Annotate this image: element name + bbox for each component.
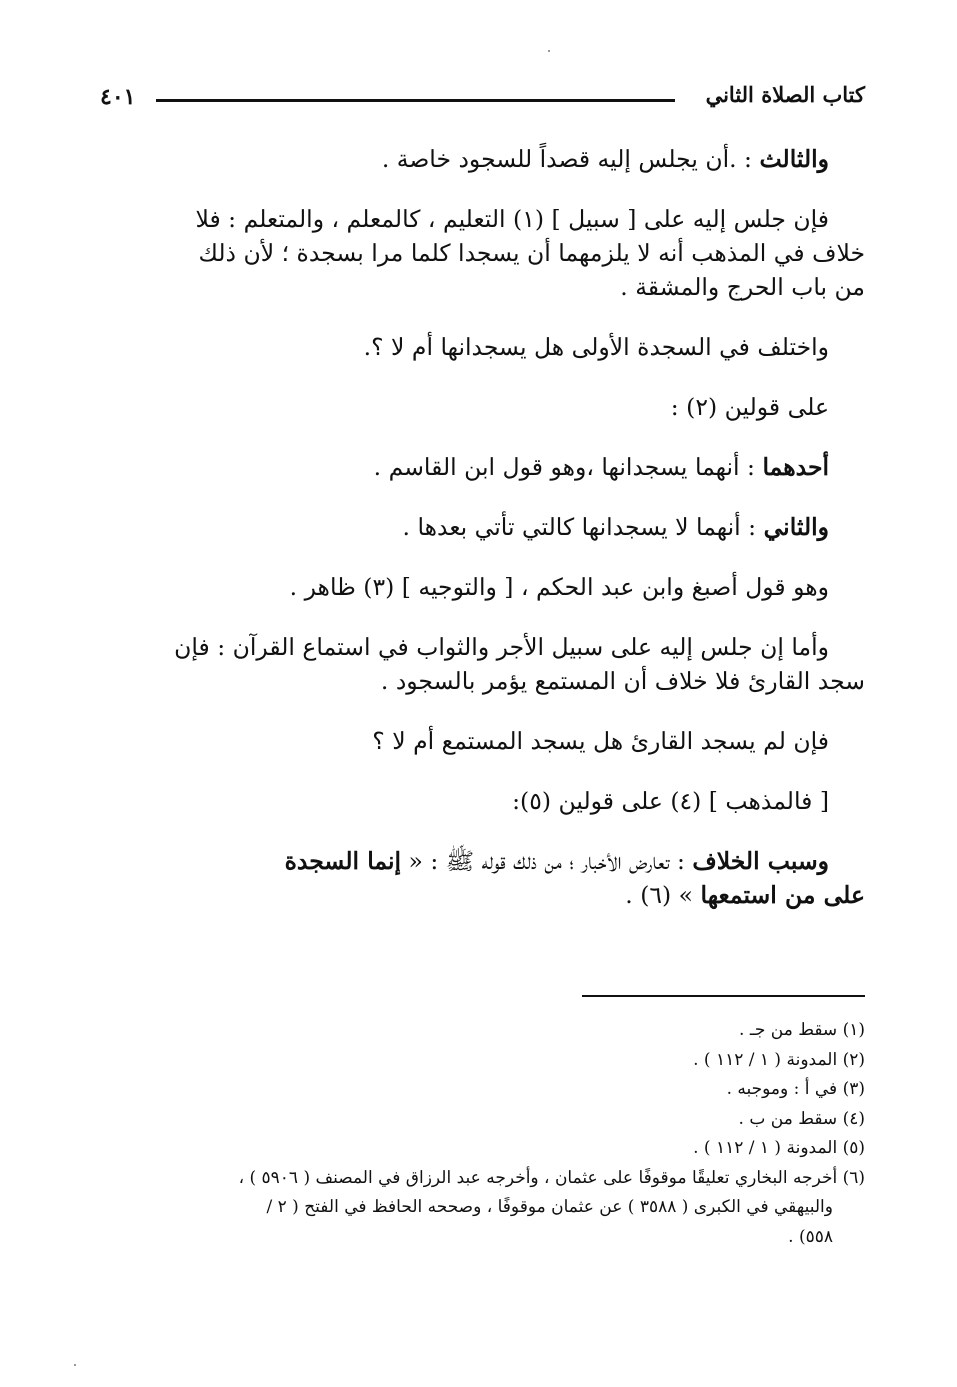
header-rule [156,99,675,102]
paragraph-text: : .أن يجلس إليه قصداً للسجود خاصة . [381,145,752,173]
footnote-line: والبيهقي في الكبرى ( ٣٥٨٨ ) عن عثمان موقوفًا ، وصححه الحافظ في الفتح ( ٢ / [266,1197,833,1217]
hadith-quote: إنما السجدة [284,847,402,875]
paragraph-text: : أنهما يسجدانها ،وهو قول ابن القاسم . [373,453,755,481]
paragraph-lead: وسبب الخلاف [692,847,829,875]
paragraph-lead: والثاني [763,513,829,541]
paragraph-lead: أحدهما [762,453,829,481]
paragraph-text: : تعارض الأخبار ؛ من ذلك قوله ﷺ : « [408,847,685,875]
text-line: فإن جلس إليه على [ سبيل ] (١) التعليم ، كالمعلم ، والمتعلم : فلا [195,205,829,233]
running-title: كتاب الصلاة الثاني [705,82,865,107]
footnote-rule [582,995,865,997]
main-text [100,142,865,912]
paragraph-teaching [100,202,865,304]
scan-speck [548,50,550,52]
paragraph-text: » (٦) . [625,881,694,909]
paragraph-two-opinions: على قولين (٢) : [670,393,829,421]
footnote-6 [100,1164,865,1253]
footnote-line: (٦) أخرجه البخاري تعليقًا موقوفًا على عثمان ، وأخرجه عبد الرزاق في المصنف ( ٥٩٠٦ ) ، [238,1167,865,1188]
footnote-4: (٤) سقط من ب . [738,1108,865,1129]
paragraph-first-opinion [100,450,865,484]
page-number: ٤٠١ [100,84,136,110]
text-line [100,878,865,912]
paragraph-disagreement: واختلف في السجدة الأولى هل يسجدانها أم لا ؟. [363,333,829,361]
footnote-line: ٥٥٨) . [788,1226,833,1247]
hadith-quote: على من استمعها [700,881,865,909]
text-line: من باب الحرج والمشقة . [620,273,865,301]
text-line: وأما إن جلس إليه على سبيل الأجر والثواب في استماع القرآن : فإن [174,633,829,661]
footnotes [100,1016,865,1252]
paragraph-text: : أنهما لا يسجدانها كالتي تأتي بعدها . [402,513,757,541]
text-line [100,844,865,878]
text-line: خلاف في المذهب أنه لا يلزمهما أن يسجدا كلما مرا بسجدة ؛ لأن ذلك [198,239,865,267]
paragraph-madhhab: [ فالمذهب ] (٤) على قولين (٥): [512,787,829,815]
page-header [100,78,865,122]
scan-speck [74,1364,76,1366]
paragraph-third-condition [100,142,865,176]
paragraph-reciter: فإن لم يسجد القارئ هل يسجد المستمع أم لا ؟ [372,727,829,755]
text-line: سجد القارئ فلا خلاف أن المستمع يؤمر بالسجود . [380,667,865,695]
paragraph-second-opinion [100,510,865,544]
footnote-3: (٣) في أ : وموجبه . [726,1079,865,1099]
footnote-2: (٢) المدونة ( ١ / ١١٢ ) . [693,1049,865,1070]
paragraph-reward [100,630,865,698]
paragraph-asbagh: وهو قول أصبغ وابن عبد الحكم ، [ والتوجيه ] (٣) ظاهر . [289,573,829,601]
paragraph-lead: والثالث [759,145,829,173]
footnote-5: (٥) المدونة ( ١ / ١١٢ ) . [693,1138,865,1158]
footnote-1: (١) سقط من جـ . [739,1020,865,1040]
paragraph-cause-of-dispute [100,844,865,912]
